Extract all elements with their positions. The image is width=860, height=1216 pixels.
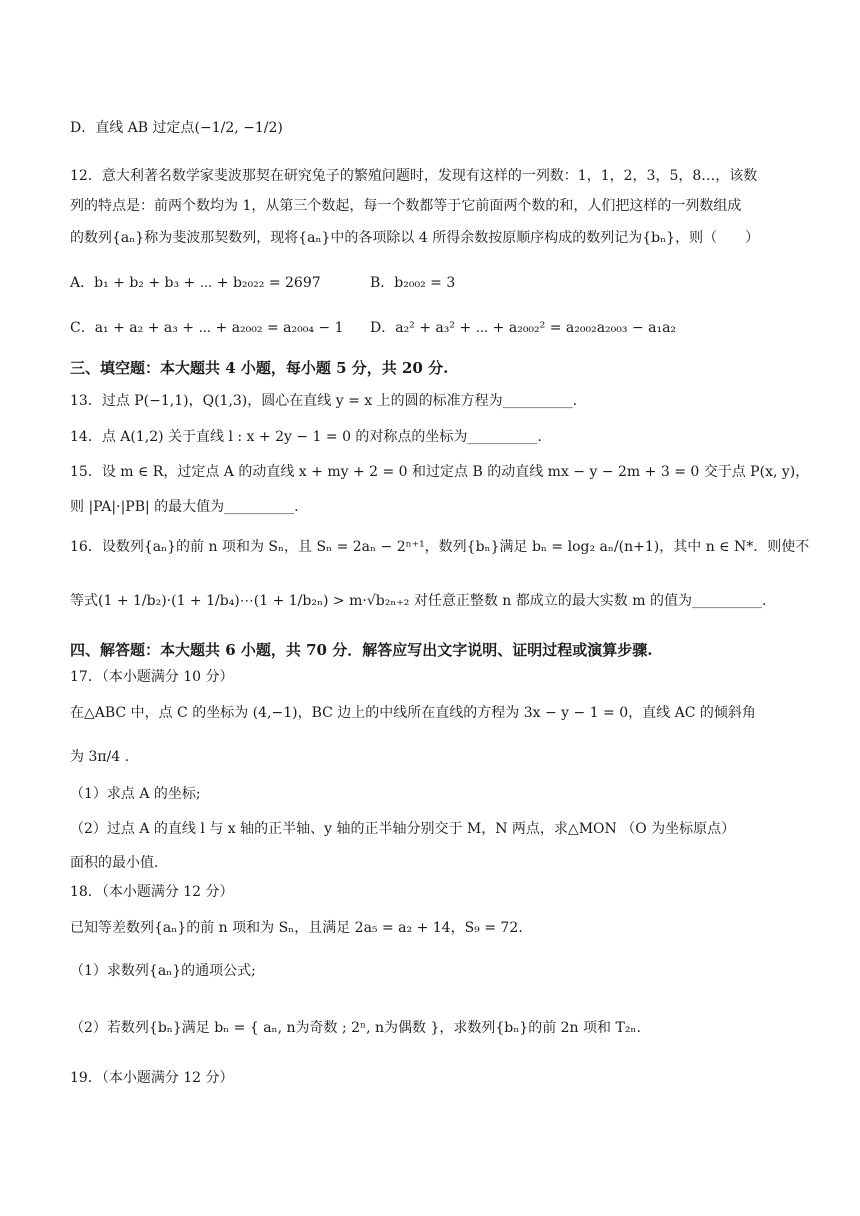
- q12-stem-line-3: 的数列{aₙ}称为斐波那契数列，现将{aₙ}中的各项除以 4 所得余数按原顺序构成的数列记为{bₙ}，则（ ）: [70, 230, 760, 246]
- q12-stem-line-1: 12．意大利著名数学家斐波那契在研究兔子的繁殖问题时，发现有这样的一列数：1，1，2，3，5，8…，该数: [70, 168, 758, 184]
- q12-option-d: D．a₂² + a₃² + ⋯ + a₂₀₀₂² = a₂₀₀₂a₂₀₀₃ − a₁a₂: [370, 320, 677, 336]
- section-3-heading: 三、填空题：本大题共 4 小题，每小题 5 分，共 20 分.: [70, 359, 449, 377]
- option-d-q11: D．直线 AB 过定点(−1/2, −1/2): [70, 120, 283, 136]
- q18-part-2: （2）若数列{bₙ}满足 bₙ = { aₙ, n为奇数 ; 2ⁿ, n为偶数 }，求数列{bₙ}的前 2n 项和 T₂ₙ.: [70, 1020, 641, 1036]
- q15-line-1: 15．设 m ∈ R，过定点 A 的动直线 x + my + 2 = 0 和过定点 B 的动直线 mx − y − 2m + 3 = 0 交于点 P(x, y)，: [70, 464, 810, 480]
- q14: 14．点 A(1,2) 关于直线 l : x + 2y − 1 = 0 的对称点的坐标为__________.: [70, 429, 542, 445]
- q16-line-2: 等式(1 + 1/b₂)·(1 + 1/b₄)⋯(1 + 1/b₂ₙ) > m·√b₂ₙ₊₂ 对任意正整数 n 都成立的最大实数 m 的值为__________.: [70, 593, 767, 609]
- q17-part-2-line-2: 面积的最小值.: [70, 855, 159, 871]
- q17-stem-line-2: 为 3π/4 .: [70, 749, 130, 765]
- q17-heading: 17．（本小题满分 10 分）: [70, 669, 234, 685]
- q18-part-1: （1）求数列{aₙ}的通项公式;: [70, 963, 256, 979]
- section-4-heading: 四、解答题：本大题共 6 小题，共 70 分．解答应写出文字说明、证明过程或演算步骤.: [70, 641, 653, 659]
- q12-stem-line-2: 列的特点是：前两个数均为 1，从第三个数起，每一个数都等于它前面两个数的和，人们把这样的一列数组成: [70, 198, 742, 214]
- q13: 13．过点 P(−1,1)，Q(1,3)，圆心在直线 y = x 上的圆的标准方程为__________.: [70, 393, 578, 409]
- q19-heading: 19．（本小题满分 12 分）: [70, 1070, 234, 1086]
- q18-stem: 已知等差数列{aₙ}的前 n 项和为 Sₙ，且满足 2a₅ = a₂ + 14，S₉ = 72.: [70, 920, 523, 936]
- q15-line-2: 则 |PA|·|PB| 的最大值为__________.: [70, 499, 299, 515]
- q12-option-c: C．a₁ + a₂ + a₃ + ⋯ + a₂₀₀₂ = a₂₀₀₄ − 1: [70, 320, 344, 336]
- q12-option-a: A．b₁ + b₂ + b₃ + ⋯ + b₂₀₂₂ = 2697: [70, 275, 321, 291]
- q17-part-1: （1）求点 A 的坐标;: [70, 786, 201, 802]
- q18-heading: 18．（本小题满分 12 分）: [70, 884, 234, 900]
- q16-line-1: 16．设数列{aₙ}的前 n 项和为 Sₙ，且 Sₙ = 2aₙ − 2ⁿ⁺¹，数列{bₙ}满足 bₙ = log₂ aₙ/(n+1)，其中 n ∈ N*．则使不: [70, 539, 810, 555]
- q17-part-2-line-1: （2）过点 A 的直线 l 与 x 轴的正半轴、y 轴的正半轴分别交于 M，N 两点，求△MON （O 为坐标原点）: [70, 821, 736, 837]
- q12-option-b: B．b₂₀₀₂ = 3: [370, 275, 456, 291]
- q17-stem-line-1: 在△ABC 中，点 C 的坐标为 (4,−1)，BC 边上的中线所在直线的方程为 3x − y − 1 = 0，直线 AC 的倾斜角: [70, 705, 756, 721]
